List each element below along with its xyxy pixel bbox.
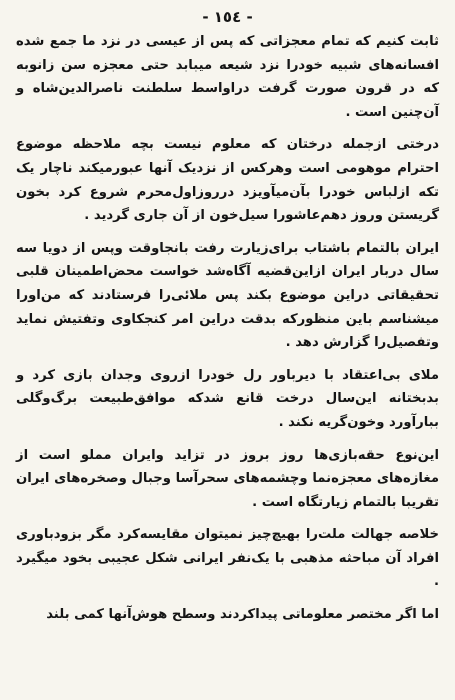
page-number: - ١٥٤ - bbox=[202, 8, 253, 26]
paragraph-2: درختی ازجمله درختان که معلوم نیست بچه ملاحظه موضوع احترام موهومی است وهرکس از نزدیک آنها عبورمیکند ناچار یک تکه ازلباس خودرا بآن‌میآویزد درروزاول‌محرم شروع کرد بخون گریستن وروز دهم‌عاشورا سیل‌خون از آن جاری گردید . bbox=[16, 137, 439, 224]
paragraph-7: اما اگر مختصر معلوماتی پیداکردند وسطح هوش‌آنها کمی بلند bbox=[46, 607, 439, 623]
paragraph-3: ایران بالتمام باشتاب برای‌زیارت رفت بانجاوقت وپس از دویا سه سال دربار ایران ازاین‌قضیه آگاه‌شد خواست محض‌اطمینان قلبی تحقیقاتی دراین موضوع بکند پس ملائی‌را فرستادند که من‌اورا میشناسم باین منظورکه بدقت دراین امر کنجکاوی وتفتیش نماید وتفصیل‌را گزارش دهد . bbox=[16, 240, 439, 351]
page-body bbox=[16, 30, 439, 627]
paragraph-6: خلاصه جهالت ملت‌را بهیچ‌چیز نمیتوان مقایسه‌کرد مگر بزود‌باوری افراد آن مباحثه مذهبی با یک‌نفر ایرانی شکل عجیبی بخود میگیرد . bbox=[16, 527, 439, 590]
paragraph-1: ثابت کنیم که تمام معجزاتی که پس از عیسی در نزد ما جمع شده افسانه‌های شبیه خودرا نزد شیعه میبابد حتی معجزه سن زانوبه که در قرون صورت گرفت دراواسط سلطنت ناصرالدین‌شاه و آن‌چنین است . bbox=[16, 34, 439, 120]
paragraph-4: ملای بی‌اعتقاد با دیرباور رل خودرا ازروی وجدان بازی کرد و بدبختانه این‌سال درخت قانع شدکه موافق‌طبیعت برگ‌وگلی ببارآورد وخون‌گریه نکند . bbox=[16, 367, 439, 430]
paragraph-5: این‌نوع حقه‌بازی‌ها روز بروز در تزاید وایران مملو است از مغازه‌های معجزه‌نما وچشمه‌های سحرآسا وجبال وصخره‌های ایران تقریبا بالتمام زیارتگاه است . bbox=[16, 447, 439, 510]
